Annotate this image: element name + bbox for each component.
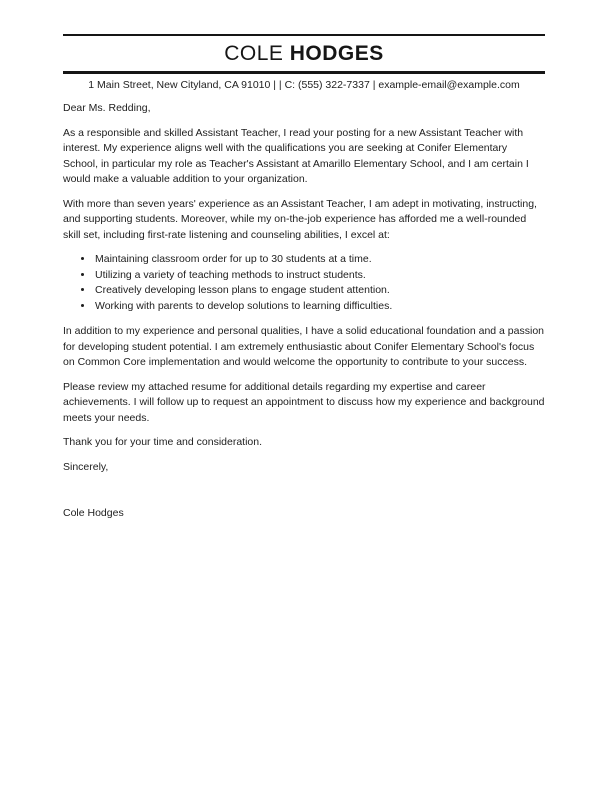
paragraph-experience: With more than seven years' experience as an Assistant Teacher, I am adept in motivating, instructing, and supporting students. Moreover, while my on-the-job experience has afforded me a well-rounded skill set, including first-rate listening and counseling abilities, I excel at: [63, 197, 537, 241]
paragraph-followup: Please review my attached resume for additional details regarding my expertise and career achievements. I will follow up to request an appointment to discuss how my experience and background meets your needs. [63, 380, 545, 424]
candidate-first-name: COLE [224, 42, 284, 65]
paragraph-education: In addition to my experience and personal qualities, I have a solid educational foundation and a passion for developing student potential. I am extremely enthusiastic about Conifer Elementary School's focus on Common Core implementation and would welcome the opportunity to contribute to your success. [63, 325, 544, 368]
thank-you-line: Thank you for your time and consideration. [63, 436, 263, 448]
paragraph-intro: As a responsible and skilled Assistant Teacher, I read your posting for a new Assistant Teacher with interest. My experience aligns well with the qualifications you are seeking at Conifer Elementary School, in particular my role as Teacher's Assistant at Amarillo Elementary School, and I am certain I would make a valuable addition to your organization. [63, 126, 529, 185]
letter-content [63, 34, 545, 522]
skill-item: • Utilizing a variety of teaching methods to instruct students. [94, 268, 545, 284]
skills-list [63, 252, 545, 314]
letter-body [63, 101, 545, 522]
closing-line: Sincerely, [63, 460, 109, 473]
bottom-rule-divider [63, 71, 545, 74]
salutation: Dear Ms. Redding, [63, 102, 151, 114]
skill-item: • Maintaining classroom order for up to 30 students at a time. [94, 252, 545, 268]
contact-info: 1 Main Street, New Cityland, CA 91010 | | C: (555) 322-7337 | example-email@example.com [88, 79, 520, 91]
skill-item: • Working with parents to develop solutions to learning difficulties. [94, 299, 545, 315]
letterhead [63, 34, 545, 92]
signature-name: Cole Hodges [63, 507, 124, 519]
candidate-name [63, 36, 545, 71]
candidate-last-name: HODGES [289, 42, 384, 65]
skill-item: • Creatively developing lesson plans to engage student attention. [94, 283, 545, 299]
